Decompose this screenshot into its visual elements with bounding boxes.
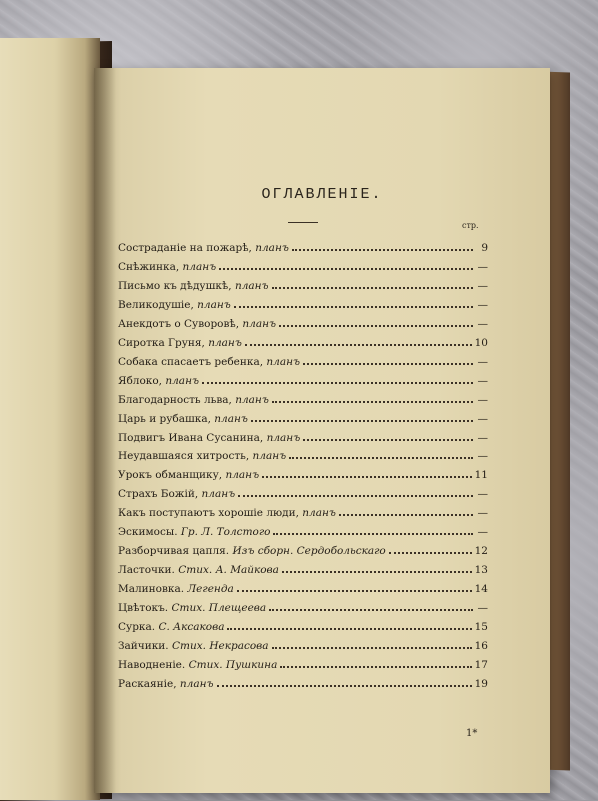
entry-title-text: Разборчивая цапля. [118,545,233,558]
toc-entry-title [118,394,269,406]
dot-leader [272,646,472,649]
page-title: ОГЛАВЛЕНІЕ. [261,186,383,203]
toc-entry-title [118,545,386,557]
toc-entry-page: 15 [474,621,488,633]
toc-entry [118,444,488,462]
entry-title-text: Ласточки. [118,564,179,577]
entry-note: Стих. А. Майкова [178,564,279,577]
dot-leader [279,324,473,327]
toc-entry [118,482,488,500]
page-gutter-shadow [94,68,116,793]
toc-entry-page: — [477,260,488,273]
entry-title-text: Благодарность льва, [118,393,236,406]
dot-leader [272,286,473,289]
toc-entry-title [118,526,270,538]
entry-note: планъ [242,317,277,330]
toc-entry-title [118,678,214,690]
toc-entry-page: — [477,393,488,406]
entry-title-text: Раскаяніе, [118,677,180,690]
toc-entry-title [118,261,216,273]
dot-leader [227,627,471,630]
toc-entry-page: 12 [474,545,488,558]
toc-entry-page: — [477,507,488,520]
toc-entry [118,255,488,273]
entry-note: планъ [165,374,199,387]
entry-note: Легенда [187,583,234,596]
toc-entry-page: — [477,431,488,444]
entry-note: планъ [252,450,287,463]
entry-title-text: Эскимосы. [118,526,181,539]
toc-entry [118,369,488,387]
toc-entry [118,520,488,538]
dot-leader [202,381,473,384]
entry-title-text: Цвѣтокъ. [118,602,172,615]
entry-note: планъ [197,298,231,311]
toc-entry-title [118,375,199,387]
toc-entry [118,672,488,690]
page-column-label: стр. [462,221,479,230]
entry-note: планъ [179,677,214,690]
toc-entry [118,293,488,311]
toc-entry [118,388,488,406]
toc-entry-page: 17 [474,658,488,671]
toc-entry-page: — [477,602,488,615]
toc-entry-page: — [477,412,488,425]
toc-entry-page: 11 [474,469,488,482]
entry-title-text: Снѣжинка, [118,260,183,273]
toc-entry [118,539,488,557]
entry-title-text: Собака спасаетъ ребенка, [118,355,267,368]
toc-entry-title [118,488,235,500]
entry-title-text: Великодушіе, [118,298,198,311]
entry-title-text: Зайчики. [118,639,172,652]
toc-entry [118,407,488,425]
entry-note: планъ [266,431,301,444]
toc-entry-page: — [477,488,488,501]
entry-title-text: Сурка. [118,621,159,633]
toc-entry [118,350,488,368]
dot-leader [339,513,473,516]
toc-entry-title [118,640,269,652]
toc-entry-title [118,299,231,311]
entry-title-text: Письмо къ дѣдушкѣ, [118,279,235,292]
dot-leader [245,343,472,346]
toc-entry [118,312,488,330]
dot-leader [237,589,472,592]
toc-entry [118,236,488,254]
toc-entry-title [118,318,276,330]
entry-title-text: Яблоко, [118,374,166,387]
toc-entry-page: — [477,374,488,387]
toc-entry [118,558,488,576]
entry-title-text: Наводненіе. [118,658,189,671]
title-rule [288,222,318,223]
toc-entry [118,596,488,614]
toc-entry-page: 14 [474,583,488,596]
entry-note: планъ [234,279,269,292]
toc-entry-page: 9 [481,242,488,254]
dot-leader [272,400,473,403]
toc-entry-page: — [477,450,488,463]
entry-note: планъ [302,507,336,520]
entry-title-text: Страхъ Божій, [118,488,202,501]
toc-entry [118,501,488,519]
left-page [0,38,100,800]
entry-title-text: Царь и рубашка, [118,412,215,425]
entry-note: планъ [201,488,236,501]
toc-entry-page: 19 [474,677,488,690]
dot-leader [389,551,472,554]
entry-note: С. Аксакова [158,621,225,633]
toc-entry-title [118,242,289,254]
entry-note: Изъ сборн. Сердобольскаго [232,545,386,558]
dot-leader [238,494,473,497]
toc-entry [118,463,488,481]
dot-leader [219,267,473,270]
dot-leader [273,532,473,535]
printer-signature: 1* [466,728,478,739]
toc-entry-title [118,659,277,671]
dot-leader [280,665,471,668]
toc-entry-page: 10 [474,336,488,349]
entry-note: планъ [208,336,242,349]
dot-leader [282,570,472,573]
entry-note: планъ [266,355,301,368]
entry-note: планъ [255,242,289,254]
entry-title-text: Состраданіе на пожарѣ, [118,242,256,254]
dot-leader [289,456,473,459]
dot-leader [262,475,472,478]
entry-note: Стих. Некрасова [171,639,269,652]
dot-leader [292,248,473,251]
toc-entry-page: — [477,298,488,311]
toc-entry-page: — [477,355,488,368]
toc-entry-page: 16 [474,639,488,652]
dot-leader [303,438,473,441]
entry-title-text: Анекдотъ о Суворовѣ, [118,317,243,330]
toc-entry-title [118,280,269,292]
entry-title-text: Урокъ обманщику, [118,469,226,482]
toc-entry-page: 13 [474,564,488,577]
toc-entry-title [118,621,224,633]
toc-entry-page: — [477,317,488,330]
toc-entry [118,653,488,671]
toc-entry-page: — [477,526,488,539]
entry-note: планъ [225,469,260,482]
dot-leader [269,608,473,611]
entry-note: планъ [235,393,269,406]
entry-note: планъ [214,412,248,425]
toc-entry-page: — [477,279,488,292]
entry-title-text: Неудавшаяся хитрость, [118,450,253,463]
entry-note: Стих. Пушкина [188,658,278,671]
entry-note: Стих. Плещеева [171,602,267,615]
toc-entry-title [118,432,300,444]
toc-entry-title [118,564,279,576]
entry-title-text: Какъ поступаютъ хорошіе люди, [118,507,303,520]
dot-leader [234,305,473,308]
dot-leader [251,419,473,422]
entry-title-text: Подвигъ Ивана Сусанина, [118,431,267,444]
toc-entry-title [118,469,259,481]
entry-note: Гр. Л. Толстого [180,526,271,539]
entry-title-text: Малиновка. [118,583,188,596]
toc-entry [118,615,488,633]
toc-entry-title [118,450,286,462]
toc-entry [118,634,488,652]
toc-entry-title [118,507,336,519]
toc-entry [118,577,488,595]
entry-title-text: Сиротка Груня, [118,336,209,349]
dot-leader [303,362,473,365]
toc-entry-title [118,602,266,614]
entry-note: планъ [182,260,217,273]
toc-entry-title [118,583,234,595]
toc-entry-title [118,337,242,349]
dot-leader [217,684,472,687]
toc-entry [118,331,488,349]
toc-entry [118,274,488,292]
toc-entry-title [118,413,248,425]
toc-entry [118,426,488,444]
toc-entry-title [118,356,300,368]
